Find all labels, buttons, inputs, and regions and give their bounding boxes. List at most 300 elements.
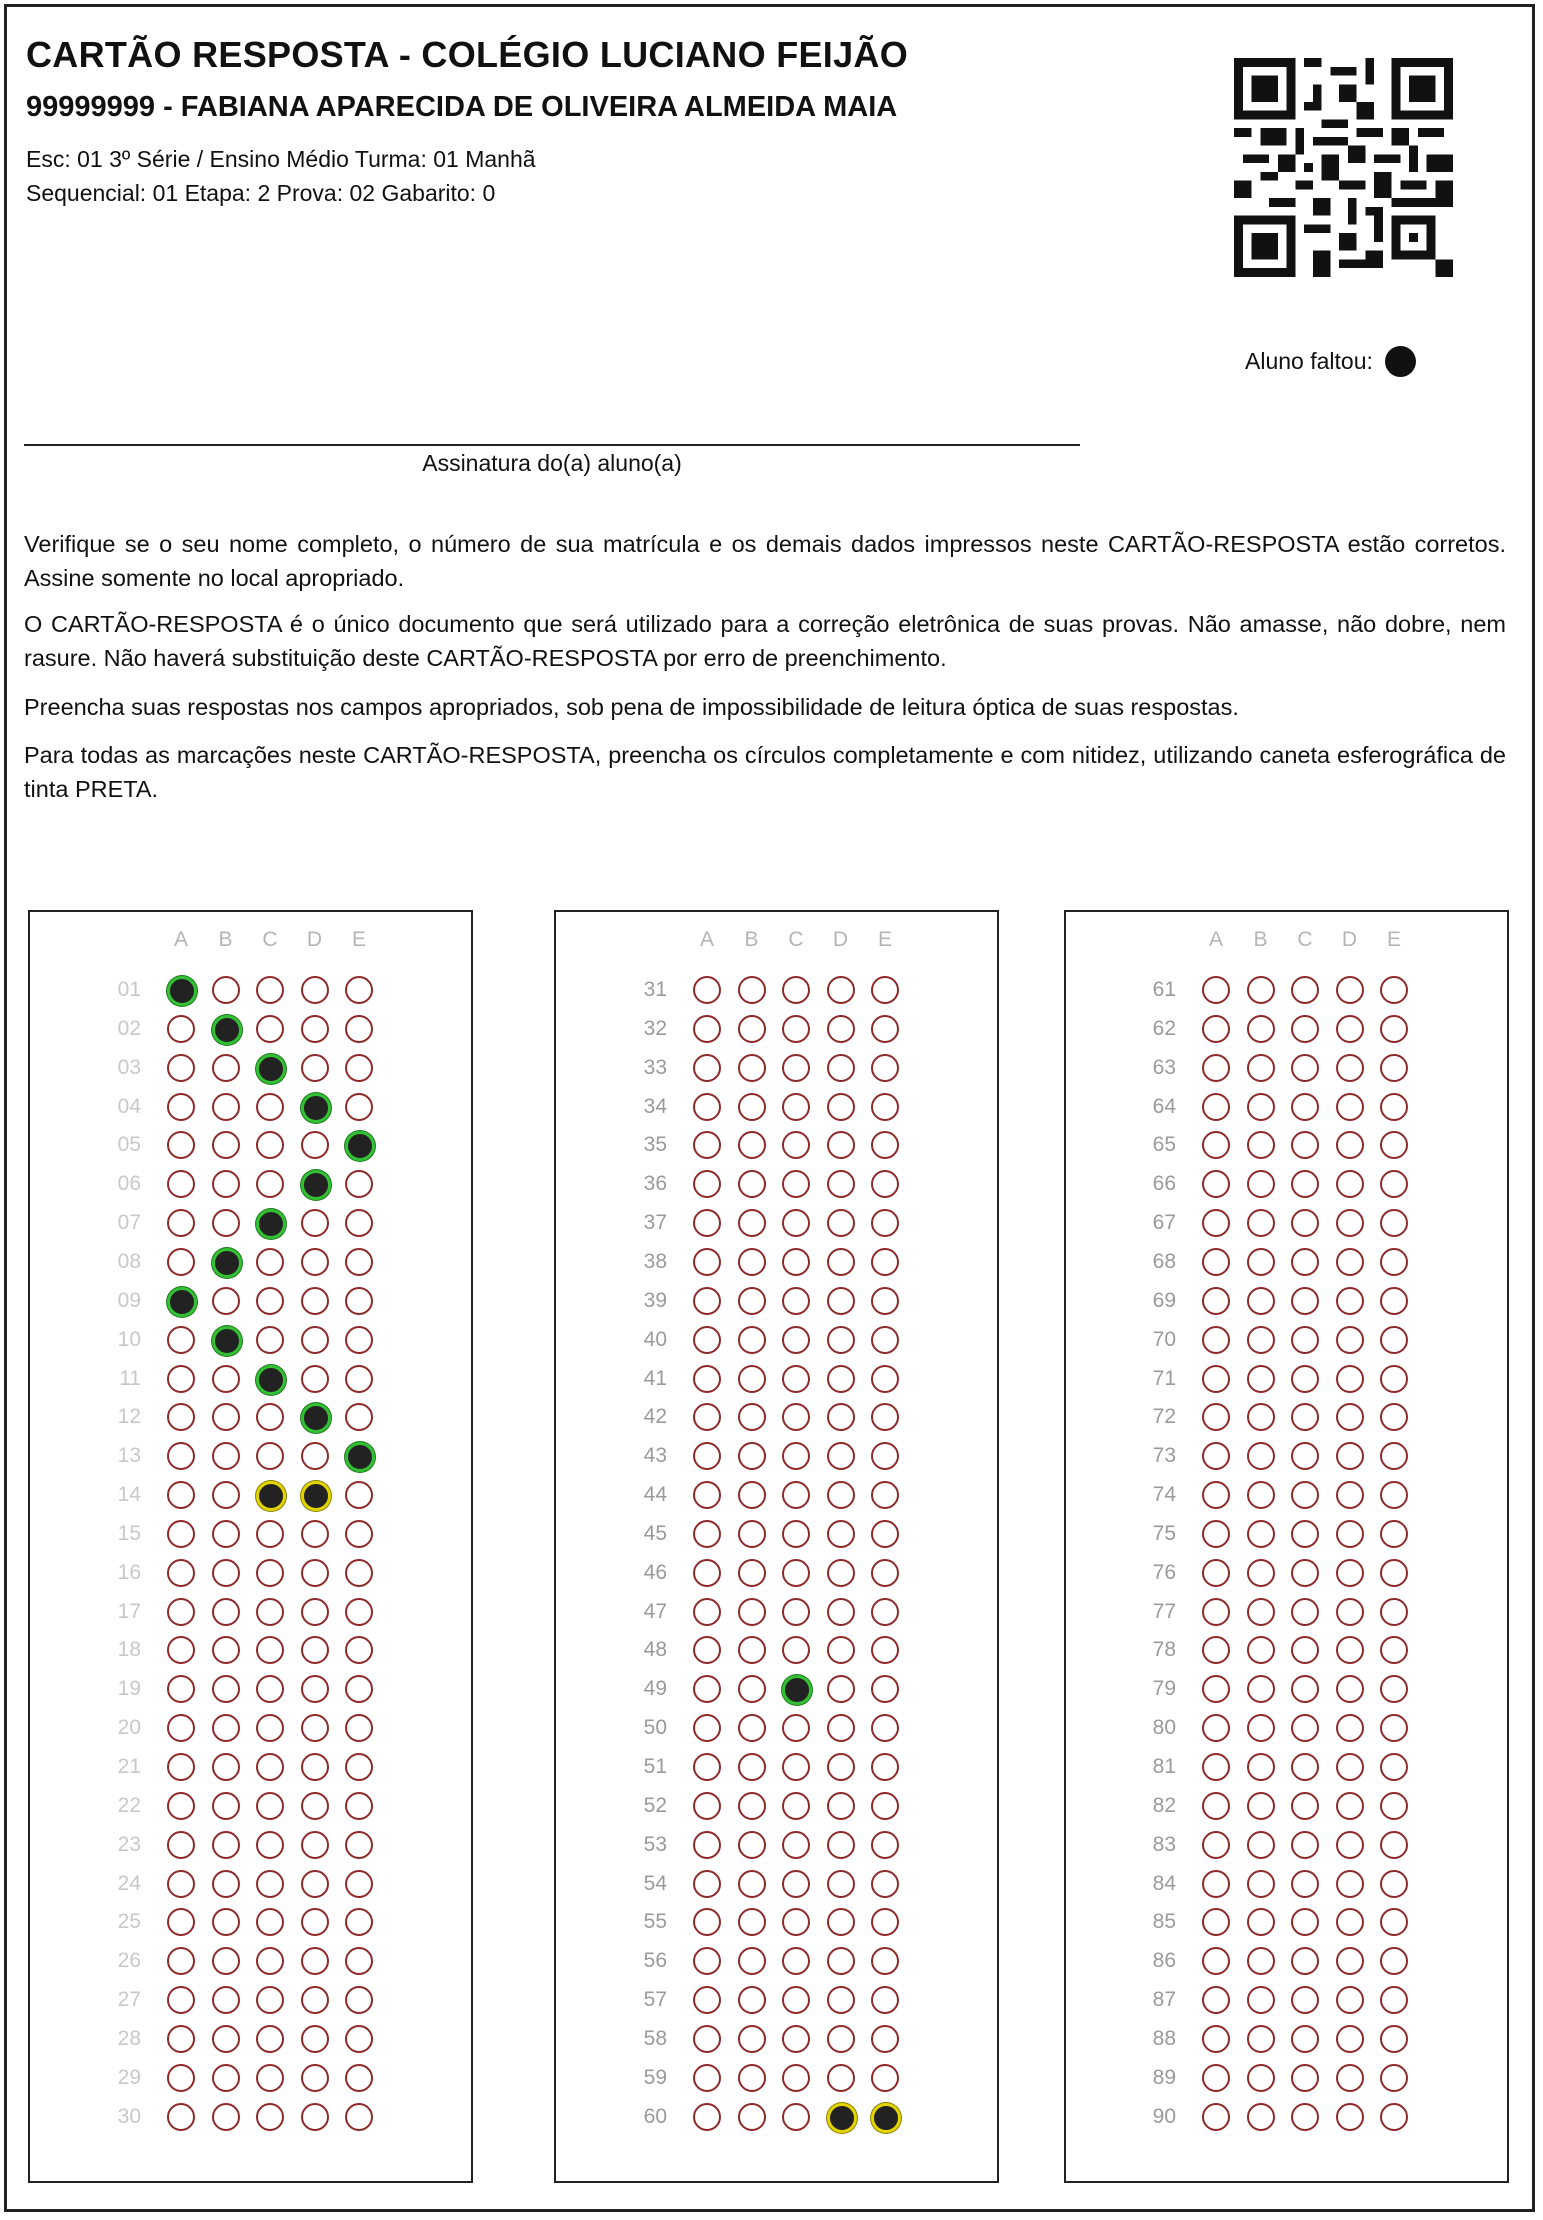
answer-bubble-q7-d[interactable]: [301, 1209, 329, 1237]
answer-bubble-q74-d[interactable]: [1336, 1481, 1364, 1509]
answer-bubble-q46-c[interactable]: [782, 1559, 810, 1587]
answer-bubble-q34-a[interactable]: [693, 1093, 721, 1121]
answer-bubble-q32-e[interactable]: [871, 1015, 899, 1043]
answer-bubble-q44-a[interactable]: [693, 1481, 721, 1509]
answer-bubble-q21-d[interactable]: [301, 1753, 329, 1781]
answer-bubble-q22-d[interactable]: [301, 1792, 329, 1820]
answer-bubble-q14-e[interactable]: [345, 1481, 373, 1509]
answer-bubble-q12-b[interactable]: [212, 1403, 240, 1431]
answer-bubble-q89-d[interactable]: [1336, 2064, 1364, 2092]
answer-bubble-q17-e[interactable]: [345, 1598, 373, 1626]
answer-bubble-q19-d[interactable]: [301, 1675, 329, 1703]
answer-bubble-q70-c[interactable]: [1291, 1326, 1319, 1354]
answer-bubble-q14-a[interactable]: [167, 1481, 195, 1509]
answer-bubble-q54-b[interactable]: [738, 1870, 766, 1898]
answer-bubble-q57-e[interactable]: [871, 1986, 899, 2014]
answer-bubble-q61-d[interactable]: [1336, 976, 1364, 1004]
answer-bubble-q31-a[interactable]: [693, 976, 721, 1004]
answer-bubble-q60-a[interactable]: [693, 2103, 721, 2131]
answer-bubble-q9-d[interactable]: [301, 1287, 329, 1315]
answer-bubble-q19-b[interactable]: [212, 1675, 240, 1703]
answer-bubble-q68-a[interactable]: [1202, 1248, 1230, 1276]
answer-bubble-q33-c[interactable]: [782, 1054, 810, 1082]
answer-bubble-q58-b[interactable]: [738, 2025, 766, 2053]
answer-bubble-q33-e[interactable]: [871, 1054, 899, 1082]
answer-bubble-q47-c[interactable]: [782, 1598, 810, 1626]
answer-bubble-q83-b[interactable]: [1247, 1831, 1275, 1859]
answer-bubble-q62-a[interactable]: [1202, 1015, 1230, 1043]
answer-bubble-q6-d[interactable]: [301, 1170, 331, 1200]
answer-bubble-q32-a[interactable]: [693, 1015, 721, 1043]
answer-bubble-q62-d[interactable]: [1336, 1015, 1364, 1043]
answer-bubble-q44-e[interactable]: [871, 1481, 899, 1509]
answer-bubble-q58-c[interactable]: [782, 2025, 810, 2053]
answer-bubble-q28-e[interactable]: [345, 2025, 373, 2053]
answer-bubble-q21-b[interactable]: [212, 1753, 240, 1781]
answer-bubble-q66-b[interactable]: [1247, 1170, 1275, 1198]
answer-bubble-q86-d[interactable]: [1336, 1947, 1364, 1975]
answer-bubble-q46-e[interactable]: [871, 1559, 899, 1587]
answer-bubble-q13-b[interactable]: [212, 1442, 240, 1470]
answer-bubble-q81-d[interactable]: [1336, 1753, 1364, 1781]
answer-bubble-q41-d[interactable]: [827, 1365, 855, 1393]
answer-bubble-q31-c[interactable]: [782, 976, 810, 1004]
answer-bubble-q28-d[interactable]: [301, 2025, 329, 2053]
answer-bubble-q68-d[interactable]: [1336, 1248, 1364, 1276]
answer-bubble-q10-e[interactable]: [345, 1326, 373, 1354]
answer-bubble-q4-a[interactable]: [167, 1093, 195, 1121]
answer-bubble-q2-d[interactable]: [301, 1015, 329, 1043]
answer-bubble-q60-b[interactable]: [738, 2103, 766, 2131]
answer-bubble-q83-e[interactable]: [1380, 1831, 1408, 1859]
answer-bubble-q82-a[interactable]: [1202, 1792, 1230, 1820]
answer-bubble-q32-d[interactable]: [827, 1015, 855, 1043]
answer-bubble-q52-a[interactable]: [693, 1792, 721, 1820]
answer-bubble-q33-d[interactable]: [827, 1054, 855, 1082]
answer-bubble-q53-d[interactable]: [827, 1831, 855, 1859]
answer-bubble-q24-c[interactable]: [256, 1870, 284, 1898]
answer-bubble-q77-e[interactable]: [1380, 1598, 1408, 1626]
answer-bubble-q49-b[interactable]: [738, 1675, 766, 1703]
answer-bubble-q50-d[interactable]: [827, 1714, 855, 1742]
answer-bubble-q81-a[interactable]: [1202, 1753, 1230, 1781]
answer-bubble-q1-d[interactable]: [301, 976, 329, 1004]
answer-bubble-q72-d[interactable]: [1336, 1403, 1364, 1431]
answer-bubble-q18-d[interactable]: [301, 1636, 329, 1664]
answer-bubble-q43-e[interactable]: [871, 1442, 899, 1470]
answer-bubble-q64-b[interactable]: [1247, 1093, 1275, 1121]
answer-bubble-q52-b[interactable]: [738, 1792, 766, 1820]
answer-bubble-q88-b[interactable]: [1247, 2025, 1275, 2053]
answer-bubble-q20-e[interactable]: [345, 1714, 373, 1742]
answer-bubble-q63-c[interactable]: [1291, 1054, 1319, 1082]
answer-bubble-q87-e[interactable]: [1380, 1986, 1408, 2014]
answer-bubble-q7-e[interactable]: [345, 1209, 373, 1237]
answer-bubble-q14-c[interactable]: [256, 1481, 286, 1511]
answer-bubble-q47-d[interactable]: [827, 1598, 855, 1626]
answer-bubble-q22-e[interactable]: [345, 1792, 373, 1820]
answer-bubble-q68-e[interactable]: [1380, 1248, 1408, 1276]
answer-bubble-q38-a[interactable]: [693, 1248, 721, 1276]
answer-bubble-q70-d[interactable]: [1336, 1326, 1364, 1354]
answer-bubble-q51-b[interactable]: [738, 1753, 766, 1781]
answer-bubble-q23-e[interactable]: [345, 1831, 373, 1859]
answer-bubble-q1-a[interactable]: [167, 976, 197, 1006]
answer-bubble-q69-d[interactable]: [1336, 1287, 1364, 1315]
answer-bubble-q2-c[interactable]: [256, 1015, 284, 1043]
answer-bubble-q8-c[interactable]: [256, 1248, 284, 1276]
answer-bubble-q57-a[interactable]: [693, 1986, 721, 2014]
answer-bubble-q34-c[interactable]: [782, 1093, 810, 1121]
answer-bubble-q10-b[interactable]: [212, 1326, 242, 1356]
answer-bubble-q14-d[interactable]: [301, 1481, 331, 1511]
answer-bubble-q1-e[interactable]: [345, 976, 373, 1004]
answer-bubble-q90-a[interactable]: [1202, 2103, 1230, 2131]
answer-bubble-q66-d[interactable]: [1336, 1170, 1364, 1198]
answer-bubble-q84-a[interactable]: [1202, 1870, 1230, 1898]
answer-bubble-q5-b[interactable]: [212, 1131, 240, 1159]
answer-bubble-q37-b[interactable]: [738, 1209, 766, 1237]
answer-bubble-q55-b[interactable]: [738, 1908, 766, 1936]
answer-bubble-q60-d[interactable]: [827, 2103, 857, 2133]
answer-bubble-q54-c[interactable]: [782, 1870, 810, 1898]
answer-bubble-q41-e[interactable]: [871, 1365, 899, 1393]
answer-bubble-q53-e[interactable]: [871, 1831, 899, 1859]
answer-bubble-q75-d[interactable]: [1336, 1520, 1364, 1548]
answer-bubble-q82-b[interactable]: [1247, 1792, 1275, 1820]
answer-bubble-q77-b[interactable]: [1247, 1598, 1275, 1626]
answer-bubble-q57-d[interactable]: [827, 1986, 855, 2014]
answer-bubble-q34-e[interactable]: [871, 1093, 899, 1121]
answer-bubble-q85-b[interactable]: [1247, 1908, 1275, 1936]
answer-bubble-q5-d[interactable]: [301, 1131, 329, 1159]
answer-bubble-q52-d[interactable]: [827, 1792, 855, 1820]
answer-bubble-q49-d[interactable]: [827, 1675, 855, 1703]
answer-bubble-q63-b[interactable]: [1247, 1054, 1275, 1082]
answer-bubble-q64-d[interactable]: [1336, 1093, 1364, 1121]
answer-bubble-q17-c[interactable]: [256, 1598, 284, 1626]
answer-bubble-q87-d[interactable]: [1336, 1986, 1364, 2014]
answer-bubble-q71-c[interactable]: [1291, 1365, 1319, 1393]
answer-bubble-q84-c[interactable]: [1291, 1870, 1319, 1898]
answer-bubble-q60-c[interactable]: [782, 2103, 810, 2131]
answer-bubble-q31-b[interactable]: [738, 976, 766, 1004]
answer-bubble-q20-d[interactable]: [301, 1714, 329, 1742]
answer-bubble-q34-b[interactable]: [738, 1093, 766, 1121]
answer-bubble-q86-b[interactable]: [1247, 1947, 1275, 1975]
answer-bubble-q10-a[interactable]: [167, 1326, 195, 1354]
answer-bubble-q70-a[interactable]: [1202, 1326, 1230, 1354]
answer-bubble-q50-a[interactable]: [693, 1714, 721, 1742]
answer-bubble-q40-a[interactable]: [693, 1326, 721, 1354]
answer-bubble-q44-b[interactable]: [738, 1481, 766, 1509]
answer-bubble-q59-d[interactable]: [827, 2064, 855, 2092]
answer-bubble-q63-d[interactable]: [1336, 1054, 1364, 1082]
answer-bubble-q38-d[interactable]: [827, 1248, 855, 1276]
answer-bubble-q3-e[interactable]: [345, 1054, 373, 1082]
answer-bubble-q31-d[interactable]: [827, 976, 855, 1004]
answer-bubble-q82-d[interactable]: [1336, 1792, 1364, 1820]
answer-bubble-q54-e[interactable]: [871, 1870, 899, 1898]
answer-bubble-q87-b[interactable]: [1247, 1986, 1275, 2014]
answer-bubble-q15-b[interactable]: [212, 1520, 240, 1548]
answer-bubble-q7-b[interactable]: [212, 1209, 240, 1237]
answer-bubble-q4-d[interactable]: [301, 1093, 331, 1123]
answer-bubble-q41-b[interactable]: [738, 1365, 766, 1393]
answer-bubble-q40-b[interactable]: [738, 1326, 766, 1354]
answer-bubble-q30-d[interactable]: [301, 2103, 329, 2131]
answer-bubble-q73-e[interactable]: [1380, 1442, 1408, 1470]
answer-bubble-q22-b[interactable]: [212, 1792, 240, 1820]
answer-bubble-q31-e[interactable]: [871, 976, 899, 1004]
answer-bubble-q69-e[interactable]: [1380, 1287, 1408, 1315]
answer-bubble-q43-d[interactable]: [827, 1442, 855, 1470]
answer-bubble-q74-a[interactable]: [1202, 1481, 1230, 1509]
answer-bubble-q52-c[interactable]: [782, 1792, 810, 1820]
answer-bubble-q74-b[interactable]: [1247, 1481, 1275, 1509]
answer-bubble-q1-c[interactable]: [256, 976, 284, 1004]
answer-bubble-q59-c[interactable]: [782, 2064, 810, 2092]
answer-bubble-q16-d[interactable]: [301, 1559, 329, 1587]
answer-bubble-q41-c[interactable]: [782, 1365, 810, 1393]
answer-bubble-q78-d[interactable]: [1336, 1636, 1364, 1664]
answer-bubble-q72-b[interactable]: [1247, 1403, 1275, 1431]
answer-bubble-q57-b[interactable]: [738, 1986, 766, 2014]
answer-bubble-q58-d[interactable]: [827, 2025, 855, 2053]
answer-bubble-q29-b[interactable]: [212, 2064, 240, 2092]
answer-bubble-q58-e[interactable]: [871, 2025, 899, 2053]
answer-bubble-q4-c[interactable]: [256, 1093, 284, 1121]
answer-bubble-q53-c[interactable]: [782, 1831, 810, 1859]
answer-bubble-q38-c[interactable]: [782, 1248, 810, 1276]
answer-bubble-q8-a[interactable]: [167, 1248, 195, 1276]
answer-bubble-q69-a[interactable]: [1202, 1287, 1230, 1315]
answer-bubble-q11-e[interactable]: [345, 1365, 373, 1393]
answer-bubble-q33-a[interactable]: [693, 1054, 721, 1082]
answer-bubble-q6-b[interactable]: [212, 1170, 240, 1198]
answer-bubble-q9-a[interactable]: [167, 1287, 197, 1317]
answer-bubble-q88-e[interactable]: [1380, 2025, 1408, 2053]
answer-bubble-q25-b[interactable]: [212, 1908, 240, 1936]
answer-bubble-q37-e[interactable]: [871, 1209, 899, 1237]
answer-bubble-q51-a[interactable]: [693, 1753, 721, 1781]
answer-bubble-q65-d[interactable]: [1336, 1131, 1364, 1159]
answer-bubble-q39-d[interactable]: [827, 1287, 855, 1315]
answer-bubble-q36-d[interactable]: [827, 1170, 855, 1198]
answer-bubble-q2-b[interactable]: [212, 1015, 242, 1045]
answer-bubble-q83-c[interactable]: [1291, 1831, 1319, 1859]
answer-bubble-q11-a[interactable]: [167, 1365, 195, 1393]
answer-bubble-q44-c[interactable]: [782, 1481, 810, 1509]
answer-bubble-q68-b[interactable]: [1247, 1248, 1275, 1276]
answer-bubble-q45-c[interactable]: [782, 1520, 810, 1548]
answer-bubble-q21-e[interactable]: [345, 1753, 373, 1781]
answer-bubble-q10-c[interactable]: [256, 1326, 284, 1354]
answer-bubble-q47-b[interactable]: [738, 1598, 766, 1626]
answer-bubble-q17-a[interactable]: [167, 1598, 195, 1626]
answer-bubble-q67-c[interactable]: [1291, 1209, 1319, 1237]
answer-bubble-q80-d[interactable]: [1336, 1714, 1364, 1742]
answer-bubble-q23-d[interactable]: [301, 1831, 329, 1859]
answer-bubble-q26-d[interactable]: [301, 1947, 329, 1975]
answer-bubble-q76-a[interactable]: [1202, 1559, 1230, 1587]
absent-bubble[interactable]: [1385, 346, 1416, 377]
answer-bubble-q42-b[interactable]: [738, 1403, 766, 1431]
answer-bubble-q10-d[interactable]: [301, 1326, 329, 1354]
answer-bubble-q37-c[interactable]: [782, 1209, 810, 1237]
answer-bubble-q40-e[interactable]: [871, 1326, 899, 1354]
answer-bubble-q8-d[interactable]: [301, 1248, 329, 1276]
answer-bubble-q69-b[interactable]: [1247, 1287, 1275, 1315]
answer-bubble-q51-e[interactable]: [871, 1753, 899, 1781]
answer-bubble-q62-c[interactable]: [1291, 1015, 1319, 1043]
answer-bubble-q30-e[interactable]: [345, 2103, 373, 2131]
answer-bubble-q67-b[interactable]: [1247, 1209, 1275, 1237]
answer-bubble-q46-b[interactable]: [738, 1559, 766, 1587]
answer-bubble-q64-c[interactable]: [1291, 1093, 1319, 1121]
answer-bubble-q29-a[interactable]: [167, 2064, 195, 2092]
answer-bubble-q35-d[interactable]: [827, 1131, 855, 1159]
answer-bubble-q24-b[interactable]: [212, 1870, 240, 1898]
answer-bubble-q22-c[interactable]: [256, 1792, 284, 1820]
answer-bubble-q29-d[interactable]: [301, 2064, 329, 2092]
answer-bubble-q51-c[interactable]: [782, 1753, 810, 1781]
answer-bubble-q63-e[interactable]: [1380, 1054, 1408, 1082]
answer-bubble-q67-a[interactable]: [1202, 1209, 1230, 1237]
answer-bubble-q34-d[interactable]: [827, 1093, 855, 1121]
answer-bubble-q13-d[interactable]: [301, 1442, 329, 1470]
answer-bubble-q25-d[interactable]: [301, 1908, 329, 1936]
answer-bubble-q83-d[interactable]: [1336, 1831, 1364, 1859]
answer-bubble-q67-d[interactable]: [1336, 1209, 1364, 1237]
answer-bubble-q26-b[interactable]: [212, 1947, 240, 1975]
answer-bubble-q47-e[interactable]: [871, 1598, 899, 1626]
answer-bubble-q90-d[interactable]: [1336, 2103, 1364, 2131]
answer-bubble-q9-c[interactable]: [256, 1287, 284, 1315]
answer-bubble-q46-a[interactable]: [693, 1559, 721, 1587]
answer-bubble-q71-b[interactable]: [1247, 1365, 1275, 1393]
answer-bubble-q90-e[interactable]: [1380, 2103, 1408, 2131]
answer-bubble-q81-c[interactable]: [1291, 1753, 1319, 1781]
answer-bubble-q71-e[interactable]: [1380, 1365, 1408, 1393]
answer-bubble-q75-c[interactable]: [1291, 1520, 1319, 1548]
answer-bubble-q81-b[interactable]: [1247, 1753, 1275, 1781]
answer-bubble-q88-d[interactable]: [1336, 2025, 1364, 2053]
answer-bubble-q9-e[interactable]: [345, 1287, 373, 1315]
answer-bubble-q41-a[interactable]: [693, 1365, 721, 1393]
answer-bubble-q79-b[interactable]: [1247, 1675, 1275, 1703]
answer-bubble-q32-c[interactable]: [782, 1015, 810, 1043]
answer-bubble-q53-a[interactable]: [693, 1831, 721, 1859]
answer-bubble-q30-c[interactable]: [256, 2103, 284, 2131]
answer-bubble-q70-e[interactable]: [1380, 1326, 1408, 1354]
answer-bubble-q14-b[interactable]: [212, 1481, 240, 1509]
answer-bubble-q15-a[interactable]: [167, 1520, 195, 1548]
answer-bubble-q76-b[interactable]: [1247, 1559, 1275, 1587]
answer-bubble-q54-a[interactable]: [693, 1870, 721, 1898]
answer-bubble-q45-a[interactable]: [693, 1520, 721, 1548]
answer-bubble-q64-e[interactable]: [1380, 1093, 1408, 1121]
answer-bubble-q43-a[interactable]: [693, 1442, 721, 1470]
answer-bubble-q15-e[interactable]: [345, 1520, 373, 1548]
answer-bubble-q47-a[interactable]: [693, 1598, 721, 1626]
answer-bubble-q56-b[interactable]: [738, 1947, 766, 1975]
answer-bubble-q28-c[interactable]: [256, 2025, 284, 2053]
answer-bubble-q88-c[interactable]: [1291, 2025, 1319, 2053]
answer-bubble-q80-b[interactable]: [1247, 1714, 1275, 1742]
answer-bubble-q64-a[interactable]: [1202, 1093, 1230, 1121]
answer-bubble-q23-c[interactable]: [256, 1831, 284, 1859]
answer-bubble-q21-c[interactable]: [256, 1753, 284, 1781]
answer-bubble-q40-d[interactable]: [827, 1326, 855, 1354]
answer-bubble-q3-c[interactable]: [256, 1054, 286, 1084]
answer-bubble-q43-c[interactable]: [782, 1442, 810, 1470]
answer-bubble-q77-c[interactable]: [1291, 1598, 1319, 1626]
answer-bubble-q20-c[interactable]: [256, 1714, 284, 1742]
answer-bubble-q7-a[interactable]: [167, 1209, 195, 1237]
answer-bubble-q13-a[interactable]: [167, 1442, 195, 1470]
signature-line[interactable]: [24, 444, 1080, 446]
answer-bubble-q80-c[interactable]: [1291, 1714, 1319, 1742]
answer-bubble-q71-d[interactable]: [1336, 1365, 1364, 1393]
answer-bubble-q51-d[interactable]: [827, 1753, 855, 1781]
answer-bubble-q8-e[interactable]: [345, 1248, 373, 1276]
answer-bubble-q22-a[interactable]: [167, 1792, 195, 1820]
answer-bubble-q15-d[interactable]: [301, 1520, 329, 1548]
answer-bubble-q76-c[interactable]: [1291, 1559, 1319, 1587]
answer-bubble-q27-c[interactable]: [256, 1986, 284, 2014]
answer-bubble-q39-e[interactable]: [871, 1287, 899, 1315]
answer-bubble-q27-e[interactable]: [345, 1986, 373, 2014]
answer-bubble-q62-e[interactable]: [1380, 1015, 1408, 1043]
answer-bubble-q76-e[interactable]: [1380, 1559, 1408, 1587]
answer-bubble-q16-a[interactable]: [167, 1559, 195, 1587]
answer-bubble-q70-b[interactable]: [1247, 1326, 1275, 1354]
answer-bubble-q44-d[interactable]: [827, 1481, 855, 1509]
answer-bubble-q52-e[interactable]: [871, 1792, 899, 1820]
answer-bubble-q89-e[interactable]: [1380, 2064, 1408, 2092]
answer-bubble-q45-e[interactable]: [871, 1520, 899, 1548]
answer-bubble-q11-b[interactable]: [212, 1365, 240, 1393]
answer-bubble-q4-b[interactable]: [212, 1093, 240, 1121]
answer-bubble-q61-c[interactable]: [1291, 976, 1319, 1004]
answer-bubble-q45-d[interactable]: [827, 1520, 855, 1548]
answer-bubble-q82-c[interactable]: [1291, 1792, 1319, 1820]
answer-bubble-q50-b[interactable]: [738, 1714, 766, 1742]
answer-bubble-q48-b[interactable]: [738, 1636, 766, 1664]
answer-bubble-q16-e[interactable]: [345, 1559, 373, 1587]
answer-bubble-q29-c[interactable]: [256, 2064, 284, 2092]
answer-bubble-q23-a[interactable]: [167, 1831, 195, 1859]
answer-bubble-q68-c[interactable]: [1291, 1248, 1319, 1276]
answer-bubble-q24-e[interactable]: [345, 1870, 373, 1898]
answer-bubble-q85-d[interactable]: [1336, 1908, 1364, 1936]
answer-bubble-q58-a[interactable]: [693, 2025, 721, 2053]
answer-bubble-q59-e[interactable]: [871, 2064, 899, 2092]
answer-bubble-q56-d[interactable]: [827, 1947, 855, 1975]
answer-bubble-q27-b[interactable]: [212, 1986, 240, 2014]
answer-bubble-q61-e[interactable]: [1380, 976, 1408, 1004]
answer-bubble-q65-b[interactable]: [1247, 1131, 1275, 1159]
answer-bubble-q60-e[interactable]: [871, 2103, 901, 2133]
answer-bubble-q18-b[interactable]: [212, 1636, 240, 1664]
answer-bubble-q62-b[interactable]: [1247, 1015, 1275, 1043]
answer-bubble-q89-a[interactable]: [1202, 2064, 1230, 2092]
answer-bubble-q88-a[interactable]: [1202, 2025, 1230, 2053]
answer-bubble-q77-a[interactable]: [1202, 1598, 1230, 1626]
answer-bubble-q17-b[interactable]: [212, 1598, 240, 1626]
answer-bubble-q87-c[interactable]: [1291, 1986, 1319, 2014]
